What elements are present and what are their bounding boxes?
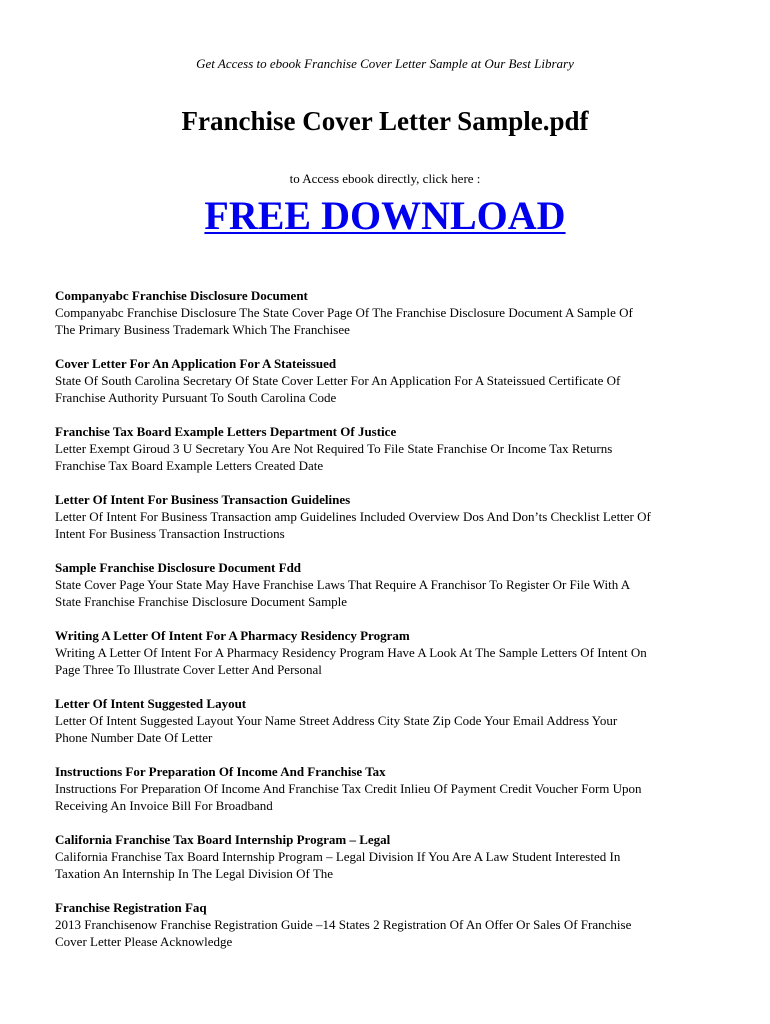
list-item <box>55 831 720 882</box>
list-item <box>55 695 720 746</box>
entry-description-line: Intent For Business Transaction Instructions <box>55 526 285 541</box>
entry-description-line: Cover Letter Please Acknowledge <box>55 934 233 949</box>
entry-description-line: State Cover Page Your State May Have Franchise Laws That Require A Franchisor To Register Or File With A <box>55 577 631 592</box>
free-download-link[interactable]: FREE DOWNLOAD <box>204 193 566 238</box>
entry-description-line: State Franchise Franchise Disclosure Document Sample <box>55 594 348 609</box>
list-item <box>55 491 720 542</box>
entry-title: Cover Letter For An Application For A Stateissued <box>55 356 337 371</box>
entry-title: Instructions For Preparation Of Income And Franchise Tax <box>55 764 386 779</box>
entry-title: Sample Franchise Disclosure Document Fdd <box>55 560 302 575</box>
page-title: Franchise Cover Letter Sample.pdf <box>181 106 589 136</box>
entry-description-line: California Franchise Tax Board Internship Program – Legal Division If You Are A Law Student Interested In <box>55 849 621 864</box>
entry-title: Franchise Registration Faq <box>55 900 207 915</box>
entry-title: Franchise Tax Board Example Letters Department Of Justice <box>55 424 397 439</box>
list-item <box>55 423 720 474</box>
entry-description-line: Letter Of Intent For Business Transaction amp Guidelines Included Overview Dos And Don’ts Checklist Letter Of <box>55 509 651 524</box>
list-item <box>55 763 720 814</box>
entry-title: Companyabc Franchise Disclosure Document <box>55 288 308 303</box>
entry-description-line: 2013 Franchisenow Franchise Registration Guide –14 States 2 Registration Of An Offer Or Sales Of Franchise <box>55 917 632 932</box>
entry-description-line: Letter Exempt Giroud 3 U Secretary You Are Not Required To File State Franchise Or Income Tax Returns <box>55 441 613 456</box>
entry-description-line: Franchise Authority Pursuant To South Carolina Code <box>55 390 337 405</box>
entry-title: Writing A Letter Of Intent For A Pharmacy Residency Program <box>55 628 410 643</box>
entry-description-line: Phone Number Date Of Letter <box>55 730 213 745</box>
list-item <box>55 355 720 406</box>
entry-description-line: Page Three To Illustrate Cover Letter And Personal <box>55 662 322 677</box>
entry-title: Letter Of Intent For Business Transaction Guidelines <box>55 492 351 507</box>
entry-title: Letter Of Intent Suggested Layout <box>55 696 247 711</box>
list-item <box>55 559 720 610</box>
entry-description-line: Writing A Letter Of Intent For A Pharmacy Residency Program Have A Look At The Sample Letters Of Intent On <box>55 645 647 660</box>
entry-description-line: Instructions For Preparation Of Income And Franchise Tax Credit Inlieu Of Payment Credit Voucher Form Upon <box>55 781 642 796</box>
library-access-line: Get Access to ebook Franchise Cover Letter Sample at Our Best Library <box>196 56 574 71</box>
list-item <box>55 287 720 338</box>
entry-description-line: State Of South Carolina Secretary Of State Cover Letter For An Application For A Stateissued Certificate Of <box>55 373 621 388</box>
entry-description-line: Franchise Tax Board Example Letters Created Date <box>55 458 324 473</box>
entry-list <box>55 287 720 967</box>
list-item <box>55 627 720 678</box>
entry-description-line: Letter Of Intent Suggested Layout Your Name Street Address City State Zip Code Your Email Address Your <box>55 713 618 728</box>
list-item <box>55 899 720 950</box>
entry-description-line: The Primary Business Trademark Which The Franchisee <box>55 322 350 337</box>
access-instruction-text: to Access ebook directly, click here : <box>289 171 481 186</box>
entry-description-line: Taxation An Internship In The Legal Division Of The <box>55 866 334 881</box>
entry-description-line: Receiving An Invoice Bill For Broadband <box>55 798 273 813</box>
entry-description-line: Companyabc Franchise Disclosure The State Cover Page Of The Franchise Disclosure Document A Sample Of <box>55 305 633 320</box>
entry-title: California Franchise Tax Board Internship Program – Legal <box>55 832 391 847</box>
